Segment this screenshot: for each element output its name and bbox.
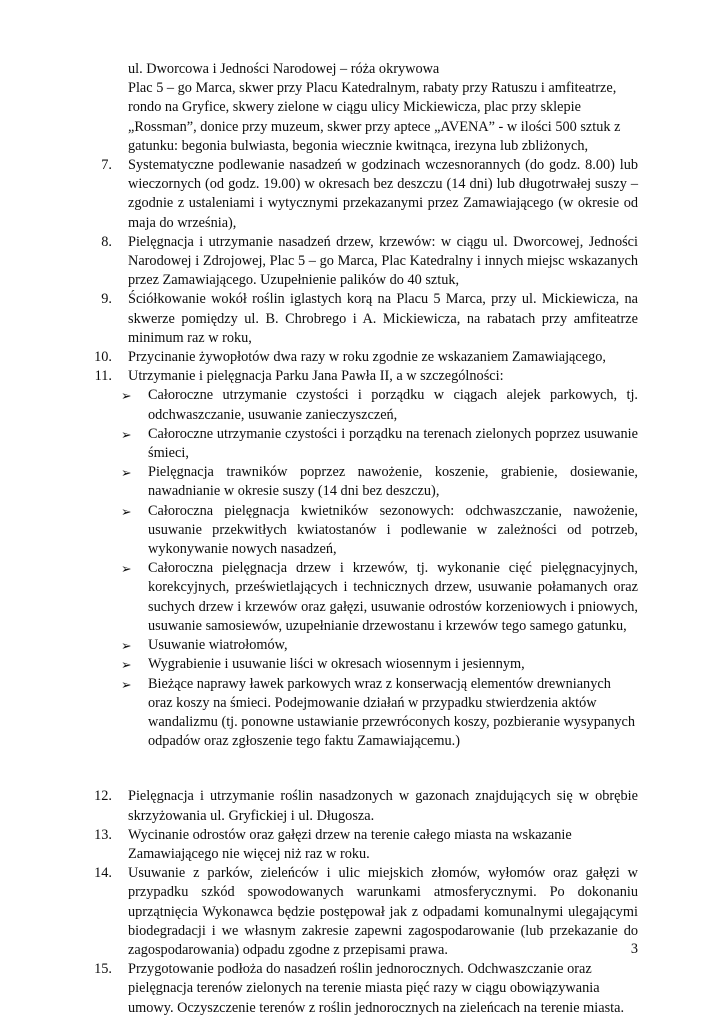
- arrow-bullet-icon: ➢: [121, 426, 132, 442]
- list-item: [86, 233, 638, 291]
- list-item-text: Ściółkowanie wokół roślin iglastych korą na Placu 5 Marca, przy ul. Mickiewicza, na skwerze pomiędzy ul. B. Chrobrego i A. Mickiewicza, na rabatach przy amfiteatrze minimum raz w roku,: [128, 291, 638, 346]
- list-item-number-text: 13.: [94, 826, 112, 843]
- sub-list-item-text: Wygrabienie i usuwanie liści w okresach wiosennym i jesiennym,: [148, 656, 525, 673]
- list-item-number: [86, 290, 128, 309]
- arrow-bullet-icon: ➢: [121, 503, 132, 519]
- paragraph-gap: [86, 751, 638, 787]
- sub-list-item-text: Usuwanie wiatrołomów,: [148, 637, 288, 654]
- arrow-bullet-icon: ➢: [121, 561, 132, 577]
- sub-list-item: [121, 386, 638, 424]
- list-item-number-text: 11.: [94, 368, 112, 385]
- arrow-bullet-icon: ➢: [121, 388, 132, 404]
- lead-paragraph-line-1: ul. Dworcowa i Jedności Narodowej – róża okrywowa: [128, 61, 440, 77]
- sub-list-item-text: Całoroczna pielęgnacja drzew i krzewów, tj. wykonanie cięć pielęgnacyjnych, korekcyjnych, prześwietlających i technicznych drzew, usuwanie połamanych oraz suchych drzew i krzewów oraz gałęzi, usuwanie odrostów korzeniowych i pniowych, usuwanie samosiewów, uzupełnianie drzewostanu i krzewów tego samego gatunku,: [148, 560, 638, 634]
- page-number: 3: [630, 941, 638, 957]
- list-item-number: [86, 367, 128, 386]
- list-item: [86, 348, 638, 367]
- list-item-number-text: 8.: [101, 233, 112, 250]
- list-item-number-text: 14.: [94, 865, 112, 882]
- arrow-bullet-icon: ➢: [121, 676, 132, 692]
- list-item-number: [86, 233, 128, 252]
- list-item: [86, 156, 638, 233]
- sub-bullet-list: [86, 386, 638, 751]
- list-item-text: Przygotowanie podłoża do nasadzeń roślin jednorocznych. Odchwaszczanie oraz pielęgnacja terenów zielonych na terenie miasta pięć razy w ciągu obowiązywania umowy. Oczyszczenie terenów z roślin jednorocznych na zieleńcach na terenie miasta.: [128, 961, 625, 1016]
- page-content: [86, 60, 638, 1018]
- list-item-number: [86, 864, 128, 883]
- sub-list-item-text: Całoroczna pielęgnacja kwietników sezonowych: odchwaszczanie, nawożenie, usuwanie przekwitłych kwiatostanów i podlewanie w zależności od potrzeb, wykonywanie nowych nasadzeń,: [148, 502, 638, 558]
- lead-paragraph-line-2: Plac 5 – go Marca, skwer przy Placu Katedralnym, rabaty przy Ratuszu i amfiteatrze, rondo na Gryfice, skwery zielone w ciągu ulicy Mickiewicza, plac przy sklepie „Rossman”, donice przy muzeum, skwer przy aptece „AVENA” - w ilości 500 sztuk z gatunku: begonia bulwiasta, begonia wiecznie kwitnąca, irezyna lub zbliżonych,: [128, 80, 621, 154]
- list-item: [86, 960, 638, 1018]
- arrow-bullet-icon: ➢: [121, 638, 132, 654]
- list-item-number-text: 10.: [94, 349, 112, 366]
- list-item: [86, 787, 638, 825]
- sub-list-item: [121, 425, 638, 463]
- list-item-text: Pielęgnacja i utrzymanie roślin nasadzonych w gazonach znajdujących się w obrębie skrzyżowania ul. Gryfickiej i ul. Długosza.: [128, 788, 638, 824]
- list-item-number-text: 15.: [94, 961, 112, 978]
- sub-list-item: [121, 675, 638, 752]
- sub-list-item: [121, 502, 638, 560]
- arrow-bullet-icon: ➢: [121, 657, 132, 673]
- list-item-text: Wycinanie odrostów oraz gałęzi drzew na terenie całego miasta na wskazanie Zamawiającego nie więcej niż raz w roku.: [128, 826, 572, 862]
- list-item-number-text: 7.: [101, 157, 112, 174]
- sub-list-item-text: Pielęgnacja trawników poprzez nawożenie, koszenie, grabienie, dosiewanie, nawadnianie w okresie suszy (14 dni bez deszczu),: [148, 464, 638, 500]
- sub-list-item: [121, 463, 638, 501]
- list-item-number: [86, 156, 128, 175]
- list-item: [86, 826, 638, 864]
- list-item-text: Pielęgnacja i utrzymanie nasadzeń drzew, krzewów: w ciągu ul. Dworcowej, Jedności Narodowej i Zdrojowej, Plac 5 – go Marca, Plac Katedralny i innych miejsc wskazanych przez Zamawiającego. Uzupełnienie palików do 40 sztuk,: [128, 233, 638, 289]
- list-item-text: Utrzymanie i pielęgnacja Parku Jana Pawła II, a w szczególności:: [128, 368, 504, 385]
- list-item-text: Systematyczne podlewanie nasadzeń w godzinach wczesnorannych (do godz. 8.00) lub wieczornych (od godz. 19.00) w okresach bez deszczu (14 dni) lub długotrwałej suszy – zgodnie z ustaleniami i wytycznymi przekazanymi przez Zamawiającego (w okresie od maja do września),: [128, 157, 638, 231]
- list-item-text: Usuwanie z parków, zieleńców i ulic miejskich złomów, wyłomów oraz gałęzi w przypadku szkód spowodowanych warunkami atmosferycznymi. Po dokonaniu uprzątnięcia Wykonawca będzie postępował jak z odpadami komunalnymi ulegającymi biodegradacji i we własnym zakresie zapewni zagospodarowanie (lub przekazanie do zagospodarowania) odpadu zgodne z przepisami prawa.: [128, 865, 638, 958]
- sub-list-item-text: Bieżące naprawy ławek parkowych wraz z konserwacją elementów drewnianych oraz koszy na śmieci. Podejmowanie działań w przypadku stwierdzenia aktów wandalizmu (tj. ponowne ustawianie przewróconych koszy, pozbieranie wysypanych odpadów oraz zgłoszenie tego faktu Zamawiającemu.): [148, 675, 635, 750]
- list-item-number: [86, 826, 128, 845]
- list-item: [86, 367, 638, 386]
- arrow-bullet-icon: ➢: [121, 465, 132, 481]
- sub-list-item: [121, 636, 638, 655]
- sub-list-item: [121, 559, 638, 636]
- list-item-number: [86, 787, 128, 806]
- list-item: [86, 290, 638, 348]
- list-item-number-text: 9.: [101, 291, 112, 308]
- sub-list-item-text: Całoroczne utrzymanie czystości i porządku w ciągach alejek parkowych, tj. odchwaszczanie, usuwanie zanieczyszczeń,: [148, 387, 638, 423]
- list-item-number-text: 12.: [94, 788, 112, 805]
- sub-list-item: [121, 655, 638, 674]
- list-item-number: [86, 348, 128, 367]
- list-item-text: Przycinanie żywopłotów dwa razy w roku zgodnie ze wskazaniem Zamawiającego,: [128, 349, 606, 366]
- list-item-number: [86, 960, 128, 979]
- sub-list-item-text: Całoroczne utrzymanie czystości i porządku na terenach zielonych poprzez usuwanie śmieci,: [148, 425, 638, 462]
